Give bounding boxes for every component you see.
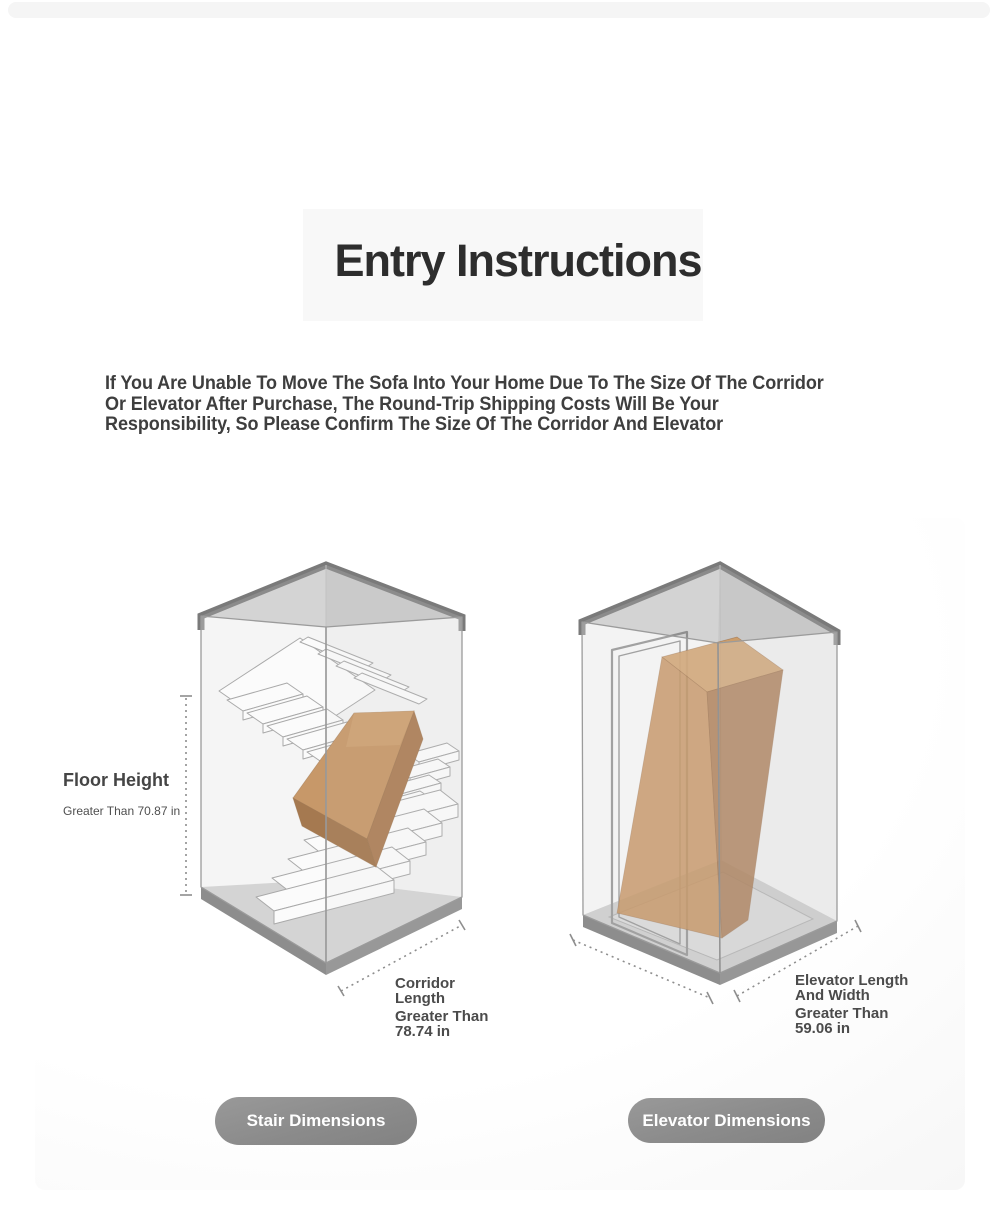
elevator-size-label <box>795 973 908 1036</box>
floor-height-label: Floor Height <box>63 770 169 790</box>
corridor-length-label <box>395 976 488 1039</box>
corridor-value-line: Greater Than <box>395 1008 489 1025</box>
elevator-label-line: And Width <box>795 987 870 1004</box>
elevator-value-line: 59.06 in <box>795 1020 851 1037</box>
stair-dimensions-button[interactable]: Stair Dimensions <box>215 1097 417 1145</box>
elevator-value-line: Greater Than <box>795 1005 889 1022</box>
elevator-label-line: Elevator Length <box>795 972 909 989</box>
stairs-illustration <box>170 555 480 1017</box>
top-divider <box>8 2 990 18</box>
floor-height-value: Greater Than 70.87 in <box>63 804 181 818</box>
notice-line: Responsibility, So Please Confirm The Size Of The Corridor And Elevator <box>105 414 724 435</box>
floor-height-dimension-line <box>180 696 192 895</box>
notice-line: If You Are Unable To Move The Sofa Into Your Home Due To The Size Of The Corridor <box>105 373 824 394</box>
elevator-illustration <box>545 555 875 1015</box>
corridor-label-line: Corridor <box>395 975 455 992</box>
elevator-dimensions-button[interactable]: Elevator Dimensions <box>628 1098 825 1143</box>
elevator-glass-walls <box>582 622 837 973</box>
shipping-notice <box>105 374 824 436</box>
notice-line: Or Elevator After Purchase, The Round-Trip Shipping Costs Will Be Your <box>105 393 719 415</box>
corridor-label-line: Length <box>395 990 445 1007</box>
page-title: Entry Instructions <box>334 235 702 286</box>
corridor-value-line: 78.74 in <box>395 1023 451 1040</box>
stairwell-glass-walls <box>201 616 462 963</box>
dimensions-figure <box>35 518 965 1190</box>
